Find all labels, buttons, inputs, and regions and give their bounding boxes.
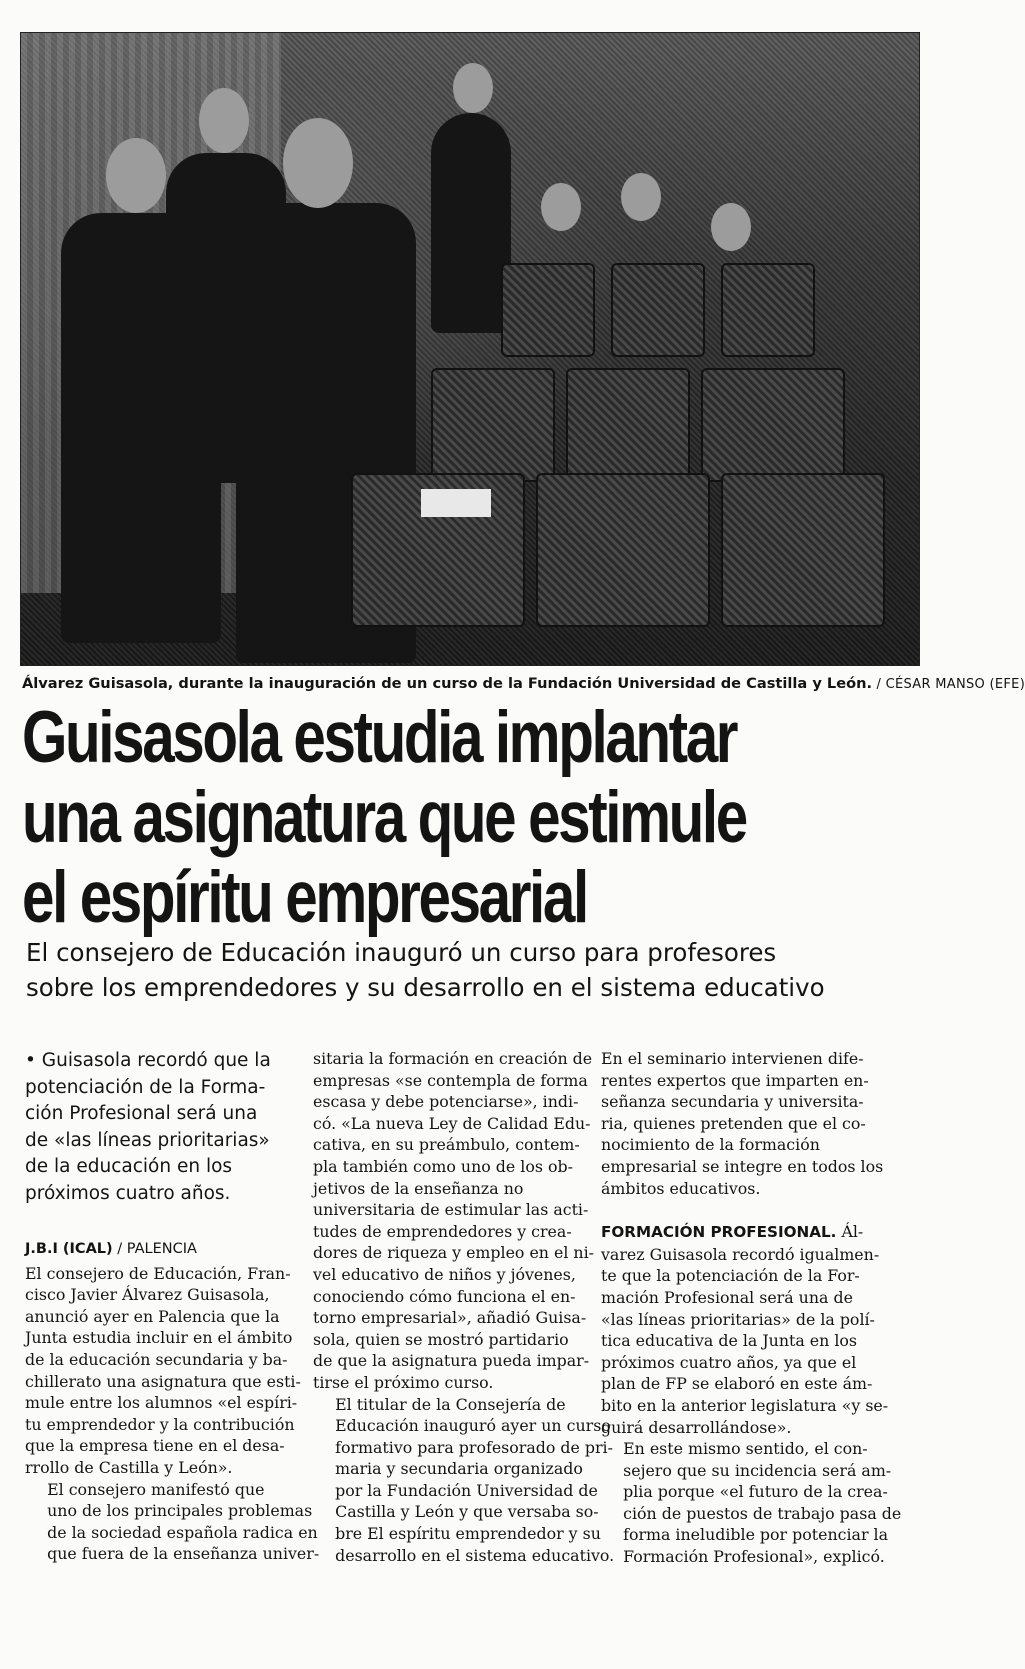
text-line: empresarial se integre en todos los — [601, 1156, 884, 1176]
person-head — [199, 88, 249, 153]
text-line: nocimiento de la formación — [601, 1135, 820, 1155]
pull-quote-line: ción Profesional será una — [25, 1103, 258, 1124]
text-line: plan de FP se elaboró en este ám- — [601, 1374, 873, 1394]
text-line: El titular de la Consejería de — [335, 1394, 566, 1414]
paragraph — [313, 1394, 615, 1567]
auditorium-seat — [701, 368, 845, 482]
text-line: forma ineludible por potenciar la — [623, 1525, 888, 1545]
text-line: chillerato una asignatura que esti- — [25, 1371, 301, 1391]
paragraph — [25, 1479, 320, 1565]
photo-credit: / CÉSAR MANSO (EFE) — [872, 677, 1025, 692]
paragraph — [313, 1048, 593, 1394]
person-head — [283, 118, 353, 208]
text-line: conociendo cómo funciona el en- — [313, 1286, 576, 1306]
text-line: cativa, en su preámbulo, contem- — [313, 1135, 580, 1155]
byline — [25, 1239, 305, 1261]
text-line: escasa y debe potenciarse», indi- — [313, 1092, 579, 1112]
pull-quote-line: de la educación en los — [25, 1156, 233, 1177]
headline-line: el espíritu empresarial — [22, 857, 587, 938]
byline-place: / PALENCIA — [112, 1241, 197, 1257]
text-line: por la Fundación Universidad de — [335, 1480, 598, 1500]
text-line: Castilla y León y que versaba so- — [335, 1502, 599, 1522]
auditorium-seat — [721, 473, 885, 627]
text-line: ción de puestos de trabajo pasa de — [623, 1503, 902, 1523]
text-line: uno de los principales problemas — [47, 1501, 313, 1521]
text-line: El consejero manifestó que — [47, 1479, 265, 1499]
text-line: señanza secundaria y universita- — [601, 1092, 864, 1112]
pull-quote-line: potenciación de la Forma- — [25, 1076, 266, 1098]
text-line: ria, quienes pretenden que el co- — [601, 1113, 866, 1133]
text-line: bito en la anterior legislatura «y se- — [601, 1395, 889, 1415]
text-line: sejero que su incidencia será am- — [623, 1460, 892, 1480]
text-line — [601, 1221, 881, 1244]
audience-head — [711, 203, 751, 251]
pull-quote-line: • Guisasola recordó que la — [25, 1050, 271, 1071]
text-line: En este mismo sentido, el con- — [623, 1439, 868, 1459]
text-line: có. «La nueva Ley de Calidad Edu- — [313, 1113, 591, 1133]
headline — [22, 697, 746, 938]
text-line: te que la potenciación de la For- — [601, 1266, 860, 1286]
audience-head — [541, 183, 581, 231]
auditorium-seat — [566, 368, 690, 482]
text-fragment: Ál- — [836, 1222, 864, 1242]
reserved-sign — [421, 489, 491, 517]
text-line: empresas «se contempla de forma — [313, 1070, 588, 1090]
text-line: El consejero de Educación, Fran- — [25, 1263, 291, 1283]
auditorium-seat — [431, 368, 555, 482]
photo-caption — [22, 675, 1025, 692]
section-title: FORMACIÓN PROFESIONAL. — [601, 1223, 837, 1242]
text-line: ámbitos educativos. — [601, 1178, 761, 1198]
text-line: plia porque «el futuro de la crea- — [623, 1482, 888, 1502]
text-line: rrollo de Castilla y León». — [25, 1457, 233, 1477]
text-line: bre El espíritu emprendedor y su — [335, 1524, 601, 1544]
text-line: de la educación secundaria y ba- — [25, 1349, 288, 1369]
text-line: rentes expertos que imparten en- — [601, 1070, 869, 1090]
column-1 — [25, 1048, 320, 1565]
text-line: tudes de emprendedores y crea- — [313, 1221, 572, 1241]
subhead-line: El consejero de Educación inauguró un curso para profesores — [26, 938, 777, 967]
text-line: «las líneas prioritarias» de la polí- — [601, 1309, 875, 1329]
person-head — [106, 138, 166, 213]
auditorium-seat — [611, 263, 705, 357]
subheadline — [26, 935, 926, 1005]
text-line: torno empresarial», añadió Guisa- — [313, 1308, 587, 1328]
paragraph — [601, 1221, 889, 1438]
text-line: mación Profesional será una de — [601, 1287, 853, 1307]
text-line: anunció ayer en Palencia que la — [25, 1306, 280, 1326]
news-photo — [20, 32, 920, 666]
text-line: dores de riqueza y empleo en el ni- — [313, 1243, 594, 1263]
caption-text: Álvarez Guisasola, durante la inauguración de un curso de la Fundación Universidad de Castilla y León. — [22, 675, 873, 692]
text-line: pla también como uno de los ob- — [313, 1156, 573, 1176]
paragraph — [601, 1048, 884, 1199]
text-line: que fuera de la enseñanza univer- — [47, 1544, 320, 1564]
paragraph — [25, 1263, 305, 1479]
text-line: desarrollo en el sistema educativo. — [335, 1545, 615, 1565]
text-line: de que la asignatura pueda impar- — [313, 1351, 590, 1371]
auditorium-seat — [721, 263, 815, 357]
subhead-line: sobre los emprendedores y su desarrollo en el sistema educativo — [26, 973, 825, 1002]
text-line: En el seminario intervienen dife- — [601, 1049, 864, 1068]
paragraph — [601, 1438, 902, 1568]
text-line: tirse el próximo curso. — [313, 1372, 494, 1392]
text-line: formativo para profesorado de pri- — [335, 1437, 613, 1457]
pull-quote-line: próximos cuatro años. — [25, 1182, 231, 1204]
text-line: que la empresa tiene en el desa- — [25, 1436, 285, 1456]
audience-head — [621, 173, 661, 221]
text-line: varez Guisasola recordó igualmen- — [601, 1244, 880, 1264]
text-line: jetivos de la enseñanza no — [313, 1178, 524, 1198]
text-line: tica educativa de la Junta en los — [601, 1331, 858, 1351]
text-line: Formación Profesional», explicó. — [623, 1547, 885, 1567]
column-2 — [313, 1048, 615, 1566]
text-line: maria y secundaria organizado — [335, 1459, 583, 1479]
person-figure — [431, 113, 511, 333]
text-line: vel educativo de niños y jóvenes, — [313, 1264, 576, 1284]
byline-agency: J.B.I (ICAL) — [25, 1241, 113, 1257]
text-line: de la sociedad española radica en — [47, 1522, 318, 1542]
text-line: Educación inauguró ayer un curso — [335, 1416, 611, 1436]
text-line: mule entre los alumnos «el espíri- — [25, 1393, 298, 1413]
text-line: cisco Javier Álvarez Guisasola, — [25, 1285, 270, 1305]
pull-quote — [25, 1048, 305, 1207]
text-line: próximos cuatro años, ya que el — [601, 1352, 857, 1372]
text-line: universitaria de estimular las acti- — [313, 1200, 589, 1220]
auditorium-seat — [501, 263, 595, 357]
person-head — [453, 63, 493, 113]
text-line: Junta estudia incluir en el ámbito — [25, 1328, 293, 1348]
column-3 — [601, 1048, 902, 1568]
pull-quote-line: de «las líneas prioritarias» — [25, 1129, 270, 1151]
auditorium-seat — [536, 473, 710, 627]
text-line: sitaria la formación en creación de — [313, 1049, 593, 1068]
text-line: tu emprendedor y la contribución — [25, 1414, 295, 1434]
headline-line: una asignatura que estimule — [22, 777, 746, 858]
headline-line: Guisasola estudia implantar — [22, 697, 737, 778]
text-line: guirá desarrollándose». — [601, 1417, 792, 1437]
text-line: sola, quien se mostró partidario — [313, 1329, 569, 1349]
